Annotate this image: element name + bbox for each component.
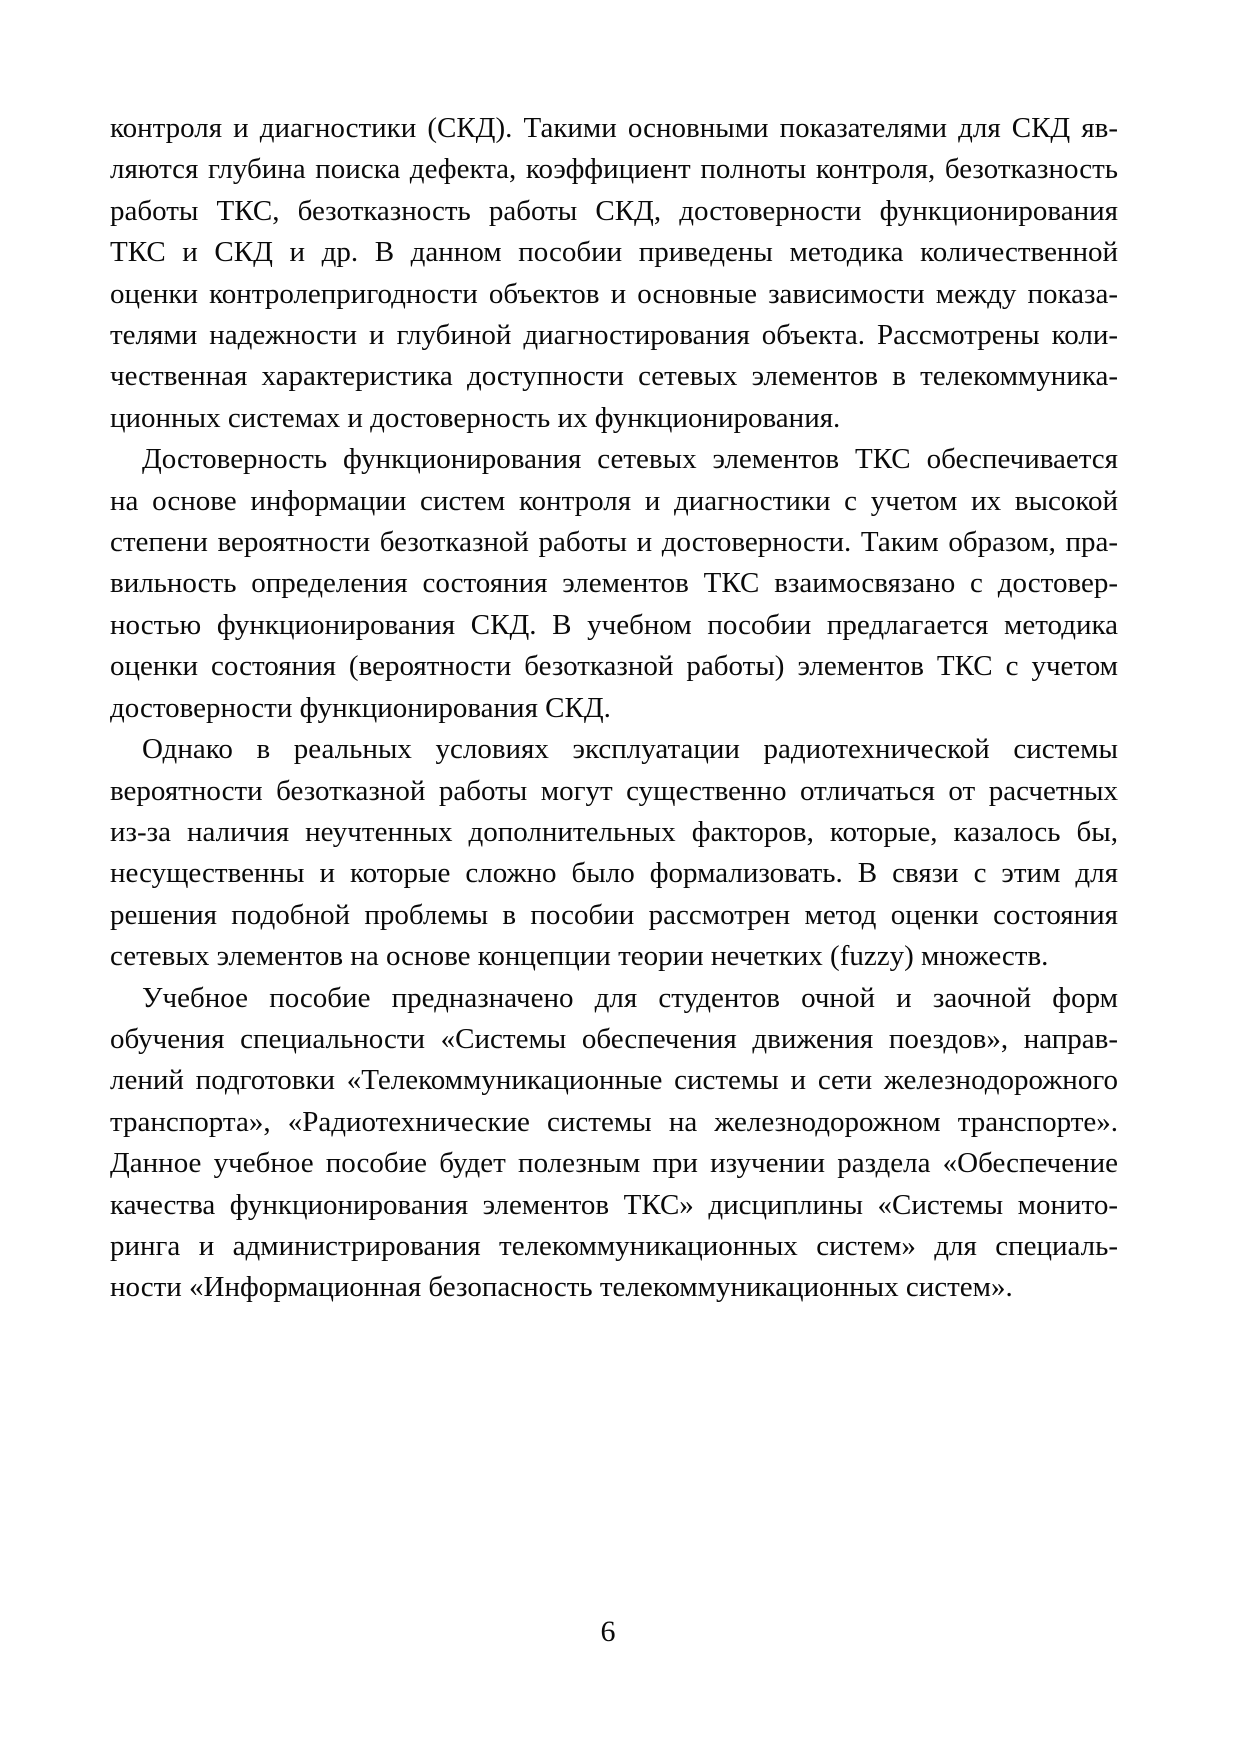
- text-line: вероятности безотказной работы могут существенно отличаться от расчетных: [110, 774, 1118, 807]
- text-line: транспорта», «Радиотехнические системы на железнодорожном транспорте».: [110, 1105, 1118, 1138]
- text-line: Учебное пособие предназначено для студентов очной и заочной форм: [142, 981, 1118, 1014]
- text-line: достоверности функционирования СКД.: [110, 691, 611, 724]
- text-line: ности «Информационная безопасность телекоммуникационных систем».: [110, 1271, 1013, 1304]
- text-line: вильность определения состояния элементов ТКС взаимосвязано с достовер-: [110, 567, 1118, 600]
- text-line: несущественны и которые сложно было формализовать. В связи с этим для: [110, 857, 1118, 890]
- text-line: чественная характеристика доступности сетевых элементов в телекоммуника-: [110, 360, 1118, 393]
- text-line: контроля и диагностики (СКД). Такими основными показателями для СКД яв-: [110, 112, 1118, 144]
- text-line: из-за наличия неучтенных дополнительных факторов, которые, казалось бы,: [110, 815, 1118, 848]
- text-line: ТКС и СКД и др. В данном пособии приведены методика количественной: [110, 236, 1118, 269]
- text-line: обучения специальности «Системы обеспечения движения поездов», направ-: [110, 1022, 1118, 1055]
- text-line: Данное учебное пособие будет полезным при изучении раздела «Обеспечение: [110, 1147, 1118, 1180]
- text-line: ринга и администрирования телекоммуникационных систем» для специаль-: [110, 1229, 1118, 1262]
- text-line: на основе информации систем контроля и диагностики с учетом их высокой: [110, 484, 1118, 517]
- text-line: степени вероятности безотказной работы и достоверности. Таким образом, пра-: [110, 526, 1118, 559]
- text-line: решения подобной проблемы в пособии рассмотрен метод оценки состояния: [110, 898, 1118, 931]
- text-line: ционных системах и достоверность их функционирования.: [110, 401, 841, 434]
- text-line: Достоверность функционирования сетевых элементов ТКС обеспечивается: [142, 443, 1118, 476]
- text-line: оценки контролепригодности объектов и основные зависимости между показа-: [110, 277, 1118, 310]
- text-line: работы ТКС, безотказность работы СКД, достоверности функционирования: [110, 194, 1118, 227]
- text-line: оценки состояния (вероятности безотказной работы) элементов ТКС с учетом: [110, 650, 1118, 683]
- text-line: телями надежности и глубиной диагностирования объекта. Рассмотрены коли-: [110, 319, 1118, 352]
- page-number: 6: [600, 1615, 616, 1648]
- text-line: лений подготовки «Телекоммуникационные системы и сети железнодорожного: [110, 1064, 1118, 1097]
- text-block: [110, 108, 1118, 1309]
- text-line: ляются глубина поиска дефекта, коэффициент полноты контроля, безотказность: [110, 153, 1118, 186]
- text-line: качества функционирования элементов ТКС» дисциплины «Системы монито-: [110, 1188, 1118, 1221]
- text-line: сетевых элементов на основе концепции теории нечетких (fuzzy) множеств.: [110, 940, 1049, 973]
- text-line: ностью функционирования СКД. В учебном пособии предлагается методика: [110, 608, 1118, 641]
- text-line: Однако в реальных условиях эксплуатации радиотехнической системы: [142, 733, 1118, 766]
